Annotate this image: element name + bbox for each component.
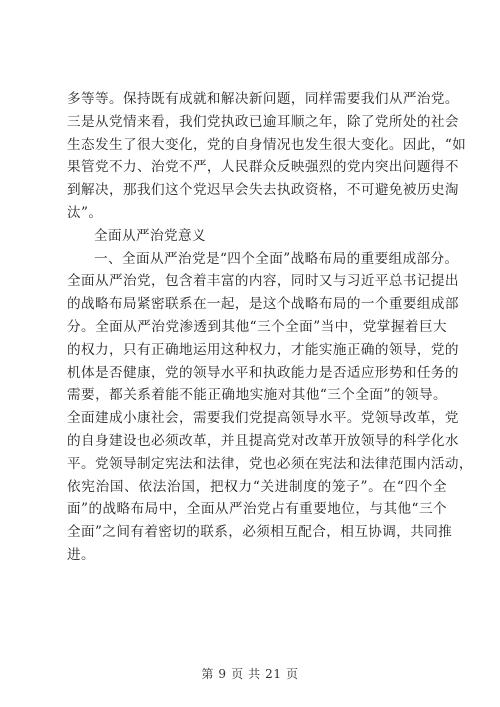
text-line: 机体是否健康，党的领导水平和执政能力是否适应形势和任务的 xyxy=(67,364,459,381)
text-line: 生态发生了很大变化，党的自身情况也发生很大变化。因此，“如 xyxy=(67,136,467,153)
section-heading: 全面从严治党意义 xyxy=(94,227,206,244)
text-line: 多等等。保持既有成就和解决新问题，同样需要我们从严治党。 xyxy=(67,91,459,107)
text-line: 平。党领导制定宪法和法律，党也必须在宪法和法律范围内活动， xyxy=(67,455,473,472)
text-line: 到解决，那我们这个党迟早会失去执政资格，不可避免被历史淘 xyxy=(67,182,459,199)
text-line: 依宪治国、依法治国，把权力“关进制度的笼子”。在“四个全 xyxy=(67,478,447,495)
text-line: 分。全面从严治党渗透到其他“三个全面”当中，党掌握着巨大 xyxy=(67,318,447,335)
text-line: 果管党不力、治党不严，人民群众反映强烈的党内突出问题得不 xyxy=(67,159,459,176)
text-line: 的自身建设也必须改革，并且提高党对改革开放领导的科学化水 xyxy=(67,432,459,449)
text-line: 汰”。 xyxy=(67,204,103,221)
text-line: 进。 xyxy=(67,546,95,563)
text-line: 全面建成小康社会，需要我们党提高领导水平。党领导改革，党 xyxy=(67,410,459,427)
text-line: 全面从严治党，包含着丰富的内容，同时又与习近平总书记提出 xyxy=(67,273,459,290)
page-number-footer: 第 9 页 共 21 页 xyxy=(201,667,299,681)
text-line: 三是从党情来看，我们党执政已逾耳顺之年，除了党所处的社会 xyxy=(67,113,459,130)
text-line: 面”的战略布局中，全面从严治党占有重要地位，与其他“三个 xyxy=(67,501,447,518)
text-line: 的战略布局紧密联系在一起，是这个战略布局的一个重要组成部 xyxy=(67,296,459,313)
text-line: 的权力，只有正确地运用这种权力，才能实施正确的领导，党的 xyxy=(67,341,459,358)
text-line: 全面”之间有着密切的联系，必须相互配合，相互协调，共同推 xyxy=(67,524,453,541)
text-line: 需要，都关系着能不能正确地实施对其他“三个全面”的领导。 xyxy=(67,387,447,404)
body-text xyxy=(67,88,473,567)
text-line: 一、全面从严治党是“四个全面”战略布局的重要组成部分。 xyxy=(94,250,459,267)
